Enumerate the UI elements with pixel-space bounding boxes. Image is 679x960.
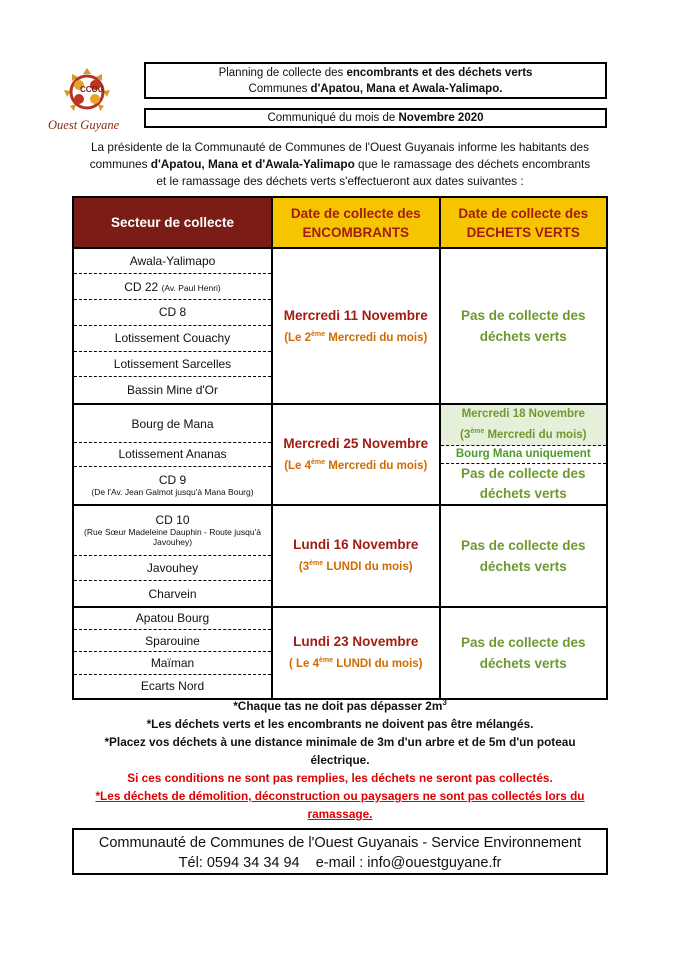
- communique-box: Communiqué du mois de Novembre 2020: [144, 108, 607, 128]
- sector-item: Ecarts Nord: [140, 679, 205, 694]
- sector-cell: [73, 404, 272, 505]
- sector-item: Bourg de Mana: [74, 406, 271, 442]
- notes: [60, 694, 620, 823]
- table-row: [73, 404, 607, 505]
- sector-item: Lotissement Couachy: [74, 326, 271, 352]
- sector-item: CD 8: [74, 300, 271, 325]
- header-sector: Secteur de collecte: [73, 197, 272, 248]
- dechets-verts-cell: Pas de collecte des déchets verts: [440, 505, 608, 607]
- sector-item: Lotissement Sarcelles: [74, 352, 271, 377]
- sector-item: CD 9 (De l'Av. Jean Galmot jusqu'à Mana Bourg): [91, 472, 254, 497]
- footer-organization: Communauté de Communes de l'Ouest Guyanais - Service Environnement: [98, 835, 582, 851]
- encombrants-date-cell: Lundi 16 Novembre (3ème LUNDI du mois): [272, 505, 440, 607]
- table-row: [73, 505, 607, 607]
- table-row: [73, 607, 607, 699]
- intro-paragraph: La présidente de la Communauté de Communes de l'Ouest Guyanais informe les habitants des communes d'Apatou, Mana et d'Awala-Yalimapo que le ramassage des déchets encombrants et le ramassage des déchets verts s'effectueront aux dates suivantes :: [89, 140, 591, 188]
- note-warning: Si ces conditions ne sont pas remplies, les déchets ne seront pas collectés.: [127, 770, 553, 785]
- dechets-verts-cell: Mercredi 18 Novembre (3ème Mercredi du mois) Bourg Mana uniquement Pas de collecte des déchets verts: [440, 404, 608, 505]
- title-box: [144, 62, 607, 99]
- note-1: *Chaque tas ne doit pas dépasser $2m^3$: [233, 698, 447, 713]
- sector-item: Sparouine: [74, 630, 271, 652]
- sector-item: Awala-Yalimapo: [74, 249, 271, 274]
- sector-item: Charvein: [148, 586, 197, 601]
- sector-item: Apatou Bourg: [74, 608, 271, 630]
- sector-item: Maïman: [74, 652, 271, 674]
- mana-green-date: Mercredi 18 Novembre (3ème Mercredi du mois): [441, 405, 607, 446]
- ccog-logo-inner-text: CCOG: [80, 85, 104, 94]
- sector-item: Bassin Mine d'Or: [127, 382, 218, 397]
- sector-cell: [73, 505, 272, 607]
- encombrants-date-cell: Lundi 23 Novembre ( Le 4ème LUNDI du mois): [272, 607, 440, 699]
- title-line-1: Planning de collecte des encombrants et des déchets verts: [218, 67, 533, 79]
- encombrants-date-cell: Mercredi 11 Novembre (Le 2ème Mercredi du mois): [272, 248, 440, 404]
- sector-item: CD 10 (Rue Sœur Madeleine Dauphin - Route jusqu'à Javouhey): [74, 506, 271, 556]
- schedule-table: [72, 196, 608, 700]
- table-row: [73, 248, 607, 404]
- dechets-verts-cell: Pas de collecte des déchets verts: [440, 607, 608, 699]
- header-encombrants: Date de collecte des ENCOMBRANTS: [272, 197, 440, 248]
- dechets-verts-cell: Pas de collecte des déchets verts: [440, 248, 608, 404]
- footer-email: e-mail : info@ouestguyane.fr: [315, 855, 502, 871]
- title-line-2: Communes d'Apatou, Mana et Awala-Yalimapo.: [248, 83, 503, 95]
- sector-item: Javouhey: [74, 556, 271, 582]
- note-2: *Les déchets verts et les encombrants ne doivent pas être mélangés.: [146, 716, 534, 731]
- sector-item: CD 22 (Av. Paul Henri): [74, 274, 271, 300]
- footer-box: [72, 828, 608, 875]
- footer-contact: [74, 853, 606, 873]
- logo-text: Ouest Guyane: [48, 118, 120, 132]
- footer-phone: Tél: 0594 34 34 94: [178, 855, 300, 871]
- sector-item: Lotissement Ananas: [74, 443, 271, 468]
- header-dechets-verts: Date de collecte des DECHETS VERTS: [440, 197, 608, 248]
- note-3: *Placez vos déchets à une distance minimale de 3m d'un arbre et de 5m d'un poteau électrique.: [104, 734, 576, 767]
- encombrants-date-cell: Mercredi 25 Novembre (Le 4ème Mercredi du mois): [272, 404, 440, 505]
- sector-cell: [73, 248, 272, 404]
- sector-cell: [73, 607, 272, 699]
- note-demolition: *Les déchets de démolition, déconstruction ou paysagers ne sont pas collectés lors du ramassage.: [95, 788, 585, 821]
